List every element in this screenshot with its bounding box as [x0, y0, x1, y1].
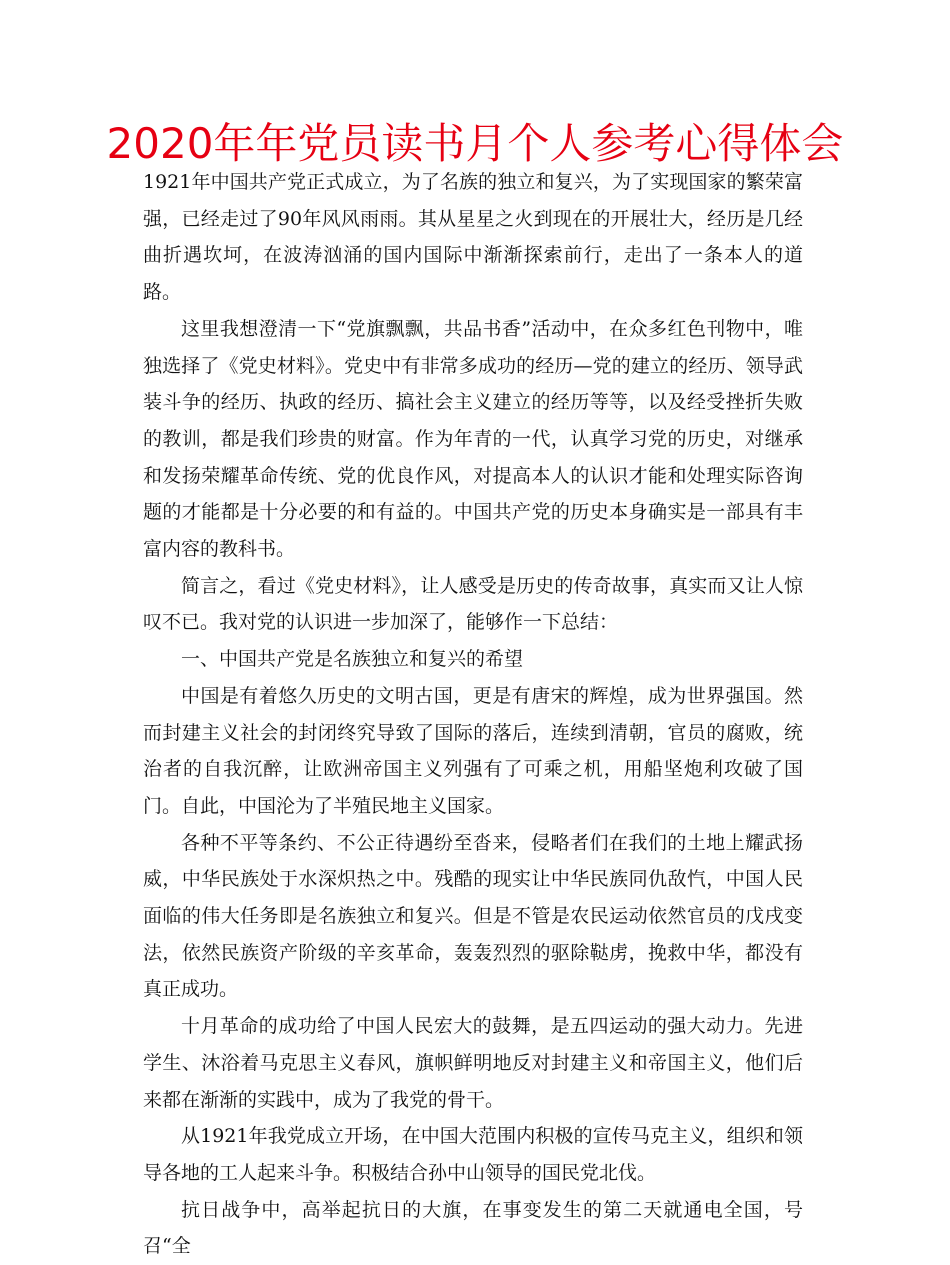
paragraph: 十月革命的成功给了中国人民宏大的鼓舞，是五四运动的强大动力。先进学生、沐浴着马克思主义春风，旗帜鲜明地反对封建主义和帝国主义，他们后来都在渐渐的实践中，成为了我党的骨干。 — [143, 1015, 803, 1111]
document-body — [143, 164, 803, 1265]
paragraph: 这里我想澄清一下“党旗飘飘，共品书香”活动中，在众多红色刊物中，唯独选择了《党史材料》。党史中有非常多成功的经历—党的建立的经历、领导武装斗争的经历、执政的经历、搞社会主义建立的经历等等，以及经受挫折失败的教训，都是我们珍贵的财富。作为年青的一代，认真学习党的历史，对继承和发扬荣耀革命传统、党的优良作风，对提高本人的认识才能和处理实际咨询题的才能都是十分必要的和有益的。中国共产党的历史本身确实是一部具有丰富内容的教科书。 — [143, 317, 803, 561]
paragraph: 1921年中国共产党正式成立，为了名族的独立和复兴，为了实现国家的繁荣富强，已经走过了90年风风雨雨。其从星星之火到现在的开展壮大，经历是几经曲折遇坎坷，在波涛汹涌的国内国际中渐渐探索前行，走出了一条本人的道路。 — [143, 171, 803, 304]
section-heading: 一、中国共产党是名族独立和复兴的希望 — [181, 648, 524, 671]
paragraph: 中国是有着悠久历史的文明古国，更是有唐宋的辉煌，成为世界强国。然而封建主义社会的封闭终究导致了国际的落后，连续到清朝，官员的腐败，统治者的自我沉醉，让欧洲帝国主义列强有了可乘之机，用船坚炮利攻破了国门。自此，中国沦为了半殖民地主义国家。 — [143, 684, 803, 817]
paragraph: 简言之，看过《党史材料》，让人感受是历史的传奇故事，真实而又让人惊叹不已。我对党的认识进一步加深了，能够作一下总结： — [143, 574, 803, 634]
document-title: 2020年年党员读书月个人参考心得体会 — [106, 119, 844, 168]
paragraph: 抗日战争中，高举起抗日的大旗，在事变发生的第二天就通电全国，号召“全 — [143, 1198, 803, 1258]
paragraph: 从1921年我党成立开场，在中国大范围内积极的宣传马克主义，组织和领导各地的工人起来斗争。积极结合孙中山领导的国民党北伐。 — [143, 1125, 803, 1184]
paragraph: 各种不平等条约、不公正待遇纷至沓来，侵略者们在我们的土地上耀武扬威，中华民族处于水深炽热之中。残酷的现实让中华民族同仇敌忾，中国人民面临的伟大任务即是名族独立和复兴。但是不管是农民运动依然官员的戊戌变法，依然民族资产阶级的辛亥革命，轰轰烈烈的驱除鞑虏，挽救中华，都没有真正成功。 — [143, 831, 803, 1001]
